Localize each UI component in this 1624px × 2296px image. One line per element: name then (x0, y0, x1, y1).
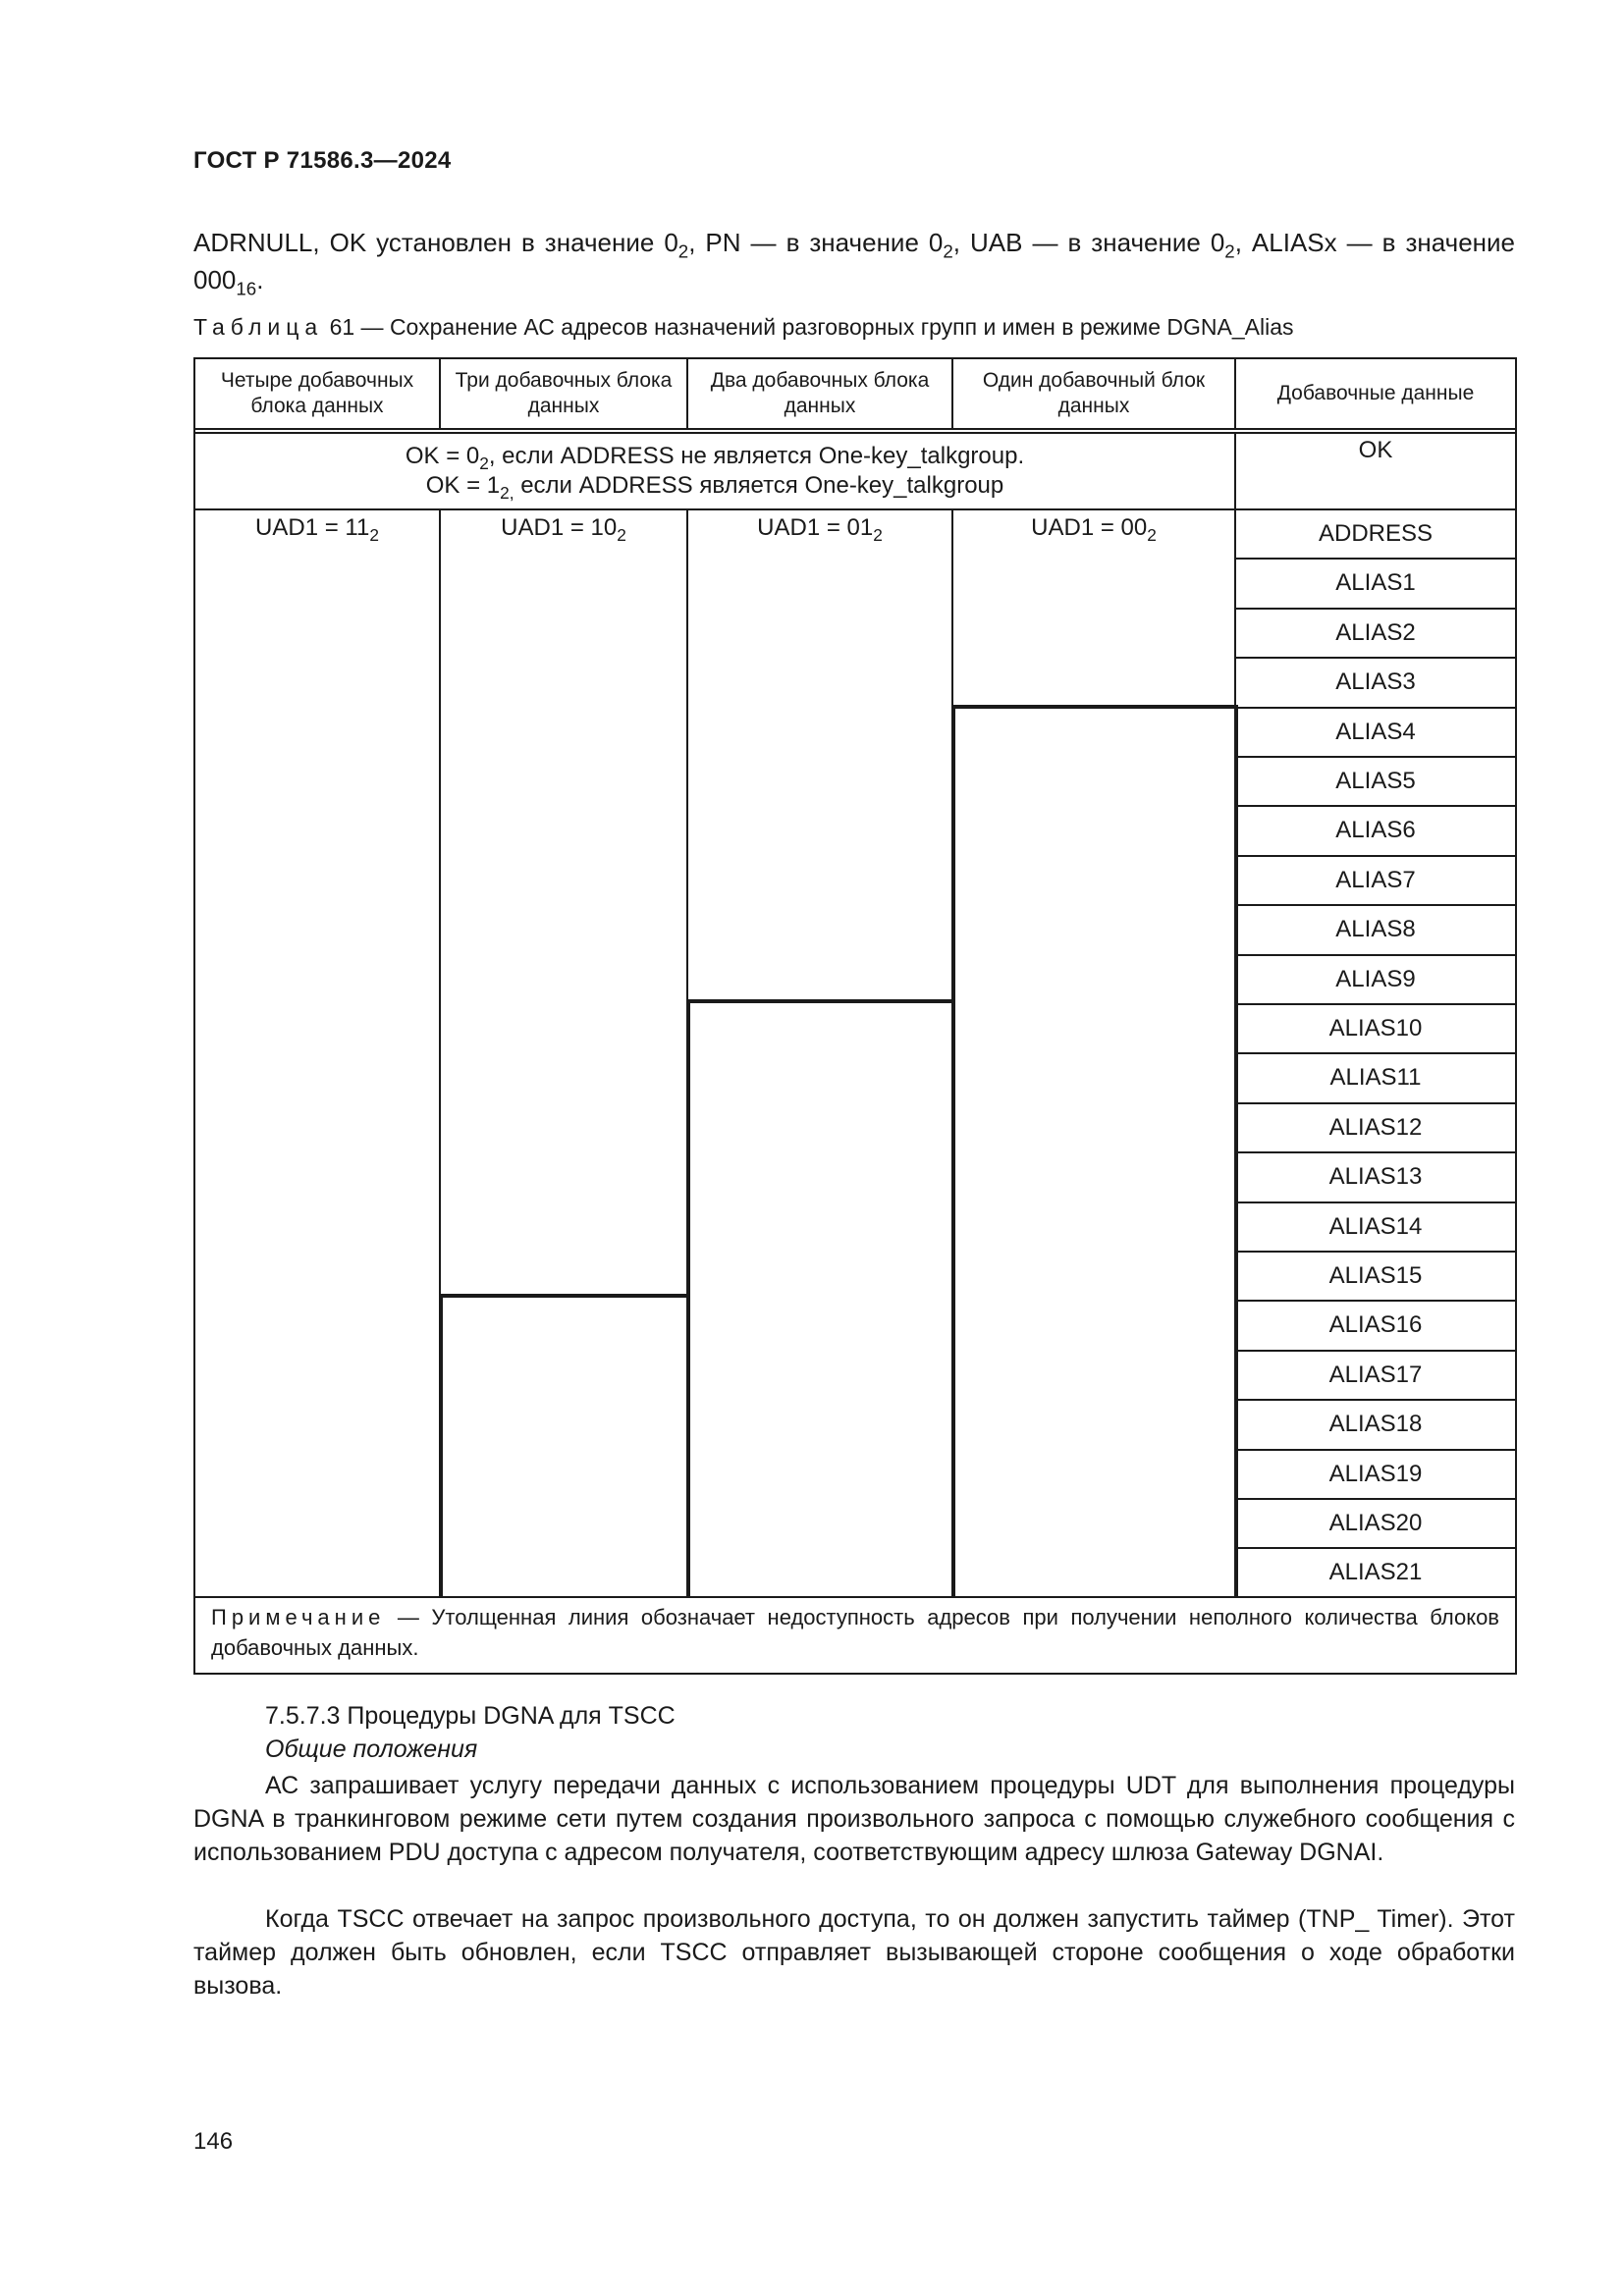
field-alias: ALIAS16 (1328, 1311, 1423, 1338)
table-note (193, 1596, 1517, 1663)
thick-line-one-block (951, 705, 1236, 709)
field-row-rule (1234, 1003, 1517, 1005)
field-alias: ALIAS19 (1328, 1461, 1423, 1487)
field-alias: ALIAS4 (1335, 719, 1416, 745)
field-row-rule (1234, 954, 1517, 956)
uad-four-blocks (195, 514, 439, 546)
section-subtitle: Общие положения (265, 1735, 478, 1763)
intro-text-5: . (256, 265, 264, 294)
uad-label: UAD1 = 01 (757, 514, 874, 541)
uad-label: UAD1 = 10 (501, 514, 618, 541)
field-alias: ALIAS17 (1328, 1362, 1423, 1388)
intro-sub-2: 2 (943, 240, 953, 262)
intro-text-4: , ALIASx — в значение 000 (193, 228, 1515, 294)
header-three-blocks: Три добавочных блока данных (455, 369, 673, 417)
ok-field: OK (1358, 437, 1393, 463)
table-border-left (193, 357, 195, 1675)
intro-text-3: , UAB — в значение 0 (952, 228, 1225, 257)
field-alias: ALIAS20 (1328, 1510, 1423, 1536)
table-caption-label: Таблица (193, 314, 324, 340)
header-rule-1 (193, 428, 1517, 430)
uad-label: UAD1 = 00 (1031, 514, 1148, 541)
field-row-rule (1234, 1300, 1517, 1302)
header-four-blocks: Четыре добавочных блока данных (220, 369, 414, 417)
field-alias: ALIAS12 (1328, 1114, 1423, 1141)
field-row-rule (1234, 855, 1517, 857)
field-row-rule (1234, 707, 1517, 709)
ok-line-2-a: OK = 1 (425, 472, 501, 499)
thick-line-two-blocks (686, 999, 955, 1003)
field-row-rule (1234, 1102, 1517, 1104)
thick-line-two-blocks-side (686, 999, 690, 1596)
table-note-label: Примечание (211, 1605, 386, 1629)
field-row-rule (1234, 558, 1517, 560)
intro-paragraph (193, 224, 1515, 298)
header-additional-data: Добавочные данные (1276, 382, 1475, 404)
uad-one-block (953, 514, 1234, 546)
thick-line-three-blocks-side (439, 1294, 443, 1596)
section-title: 7.5.7.3 Процедуры DGNA для TSCC (265, 1702, 676, 1730)
field-alias: ALIAS1 (1335, 569, 1416, 596)
field-alias: ALIAS5 (1335, 768, 1416, 794)
ok-line-2-b: если ADDRESS является One-key_talkgroup (514, 472, 1004, 499)
ok-line-1-b: , если ADDRESS не является One-key_talkgroup. (488, 443, 1025, 469)
intro-text-2: , PN — в значение 0 (688, 228, 944, 257)
field-address: ADDRESS (1318, 520, 1434, 547)
field-row-rule (1234, 657, 1517, 659)
uad-two-blocks (688, 514, 951, 546)
field-alias: ALIAS15 (1328, 1262, 1423, 1289)
document-header: ГОСТ Р 71586.3—2024 (193, 147, 452, 174)
ok-line-2 (425, 471, 1004, 504)
section-paragraph-2: Когда TSCC отвечает на запрос произвольного доступа, то он должен запустить таймер (TNP_ Timer). Этот таймер должен быть обновлен, если TSCC отправляет вызывающей стороне сообщения о ходе обработки вызова. (193, 1905, 1515, 2000)
thick-line-three-blocks (439, 1294, 690, 1298)
ok-line-2-sub: 2, (500, 483, 514, 504)
field-row-rule (1234, 1350, 1517, 1352)
field-row-rule (1234, 1201, 1517, 1203)
field-alias: ALIAS9 (1335, 966, 1416, 992)
field-alias: ALIAS11 (1329, 1064, 1422, 1091)
intro-sub-3: 2 (1224, 240, 1235, 262)
field-alias: ALIAS21 (1328, 1559, 1423, 1585)
ok-line-1-sub: 2 (479, 454, 489, 474)
field-alias: ALIAS2 (1335, 619, 1416, 646)
field-row-rule (1234, 756, 1517, 758)
field-row-rule (1234, 1547, 1517, 1549)
field-row-rule (1234, 1151, 1517, 1153)
field-alias: ALIAS14 (1328, 1213, 1423, 1240)
address-table (193, 357, 1517, 1675)
field-alias: ALIAS13 (1328, 1163, 1423, 1190)
page-number: 146 (193, 2128, 234, 2155)
ok-line-1-a: OK = 0 (405, 443, 480, 469)
field-alias: ALIAS3 (1335, 668, 1416, 695)
field-row-rule (1234, 1052, 1517, 1054)
uad-three-blocks (441, 514, 686, 546)
header-one-block: Один добавочный блок данных (982, 369, 1206, 417)
field-alias: ALIAS7 (1335, 867, 1416, 893)
field-alias: ALIAS18 (1328, 1411, 1423, 1437)
ok-description (195, 434, 1234, 508)
uad-sub: 2 (369, 525, 379, 546)
field-row-rule (1234, 1449, 1517, 1451)
field-alias: ALIAS6 (1335, 817, 1416, 843)
table-border-right (1515, 357, 1517, 1675)
intro-text-1: ADRNULL, OK установлен в значение 0 (193, 228, 678, 257)
field-row-rule (1234, 904, 1517, 906)
field-row-rule (1234, 805, 1517, 807)
intro-sub-1: 2 (677, 240, 689, 262)
uad-sub: 2 (873, 525, 883, 546)
field-row-rule (1234, 1251, 1517, 1253)
field-alias: ALIAS8 (1335, 916, 1416, 942)
field-row-rule (1234, 1498, 1517, 1500)
field-row-rule (1234, 608, 1517, 610)
uad-sub: 2 (1147, 525, 1157, 546)
section-paragraph-1: АС запрашивает услугу передачи данных с использованием процедуры UDT для выполнения процедуры DGNA в транкинговом режиме сети путем создания произвольного запроса с помощью служебного сообщения с использованием PDU доступа с адресом получателя, соответствующим адресу шлюза Gateway DGNAI. (193, 1772, 1515, 1866)
uad-label: UAD1 = 11 (255, 514, 370, 541)
ok-line-1 (405, 442, 1025, 474)
field-row-rule (1234, 1399, 1517, 1401)
uad-sub: 2 (617, 525, 626, 546)
table-caption-text: 61 — Сохранение АС адресов назначений разговорных групп и имен в режиме DGNA_Alias (323, 314, 1294, 340)
thick-line-one-block-side (951, 705, 955, 1596)
field-alias: ALIAS10 (1328, 1015, 1423, 1041)
table-caption (193, 314, 1293, 341)
table-border-bottom (193, 1673, 1517, 1675)
header-two-blocks: Два добавочных блока данных (710, 369, 930, 417)
table-note-text: — Утолщенная линия обозначает недоступность адресов при получении неполного количества блоков добавочных данных. (211, 1605, 1499, 1660)
intro-sub-4: 16 (236, 278, 257, 299)
